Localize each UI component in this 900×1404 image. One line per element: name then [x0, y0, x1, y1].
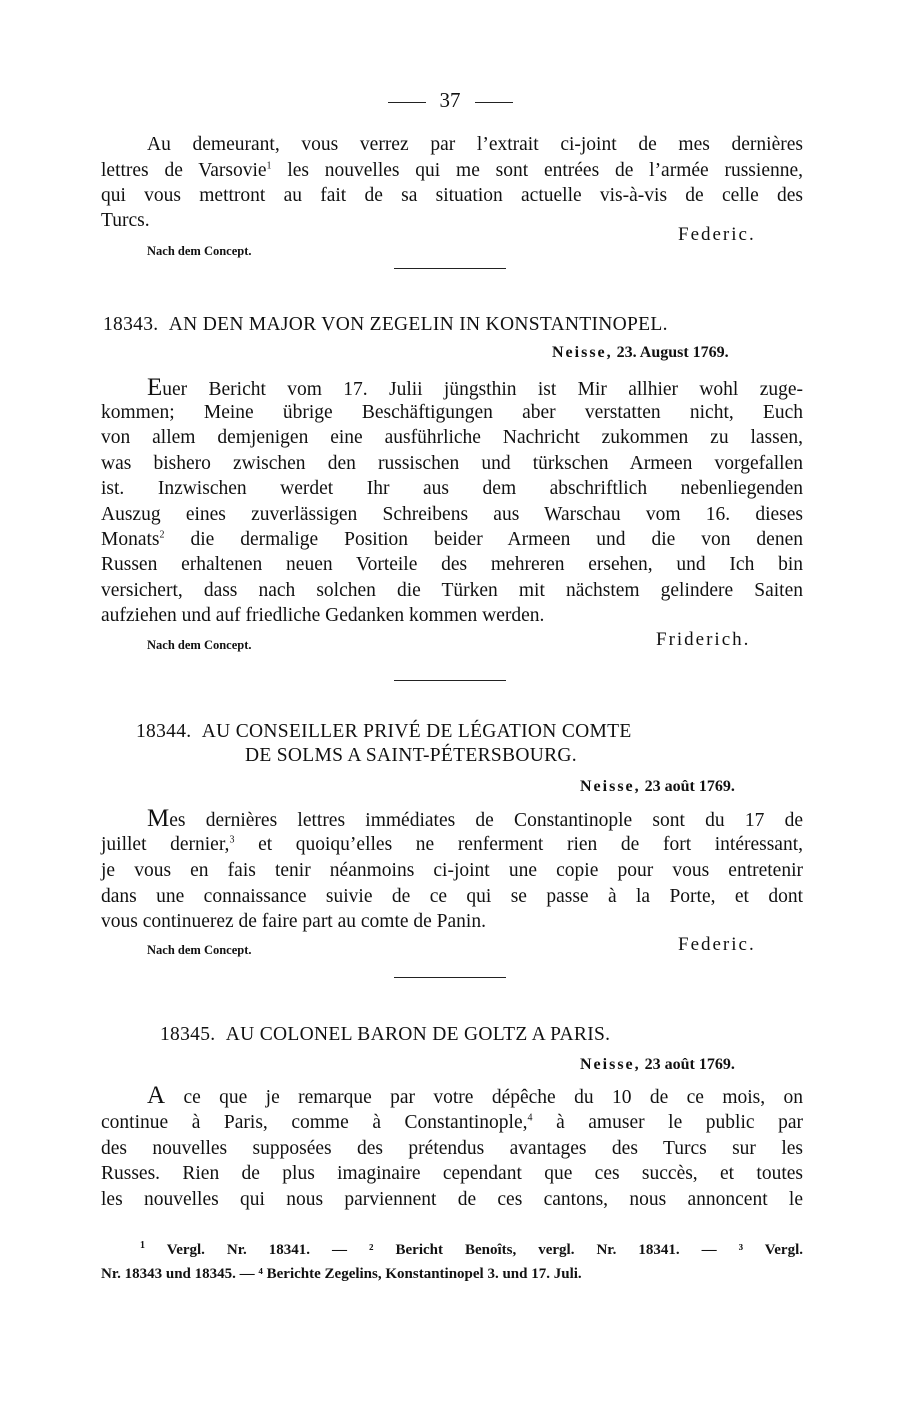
- text-span: à amuser le public par: [532, 1112, 803, 1133]
- text-span: die dermalige Position beider Armeen und die von denen: [164, 529, 803, 550]
- text-line: von allem demjenigen eine ausführliche Nachricht zukommen zu lassen,: [101, 427, 803, 448]
- text-line: je vous en fais tenir néanmoins ci-joint une copie pour vous entretenir: [101, 860, 803, 881]
- text-line: [101, 832, 803, 857]
- letter-number: 18344.: [136, 721, 192, 742]
- text-span: et quoiqu’elles ne renferment rien de fort intéressant,: [234, 834, 803, 855]
- date: 23 août 1769.: [644, 778, 735, 795]
- section-divider: [394, 680, 506, 681]
- signature: Federic.: [678, 934, 756, 955]
- divider: [475, 102, 513, 103]
- text-line: aufziehen und auf friedliche Gedanken kommen werden.: [101, 605, 545, 626]
- source-note: Nach dem Concept.: [147, 244, 252, 258]
- letter-recipient: AU COLONEL BARON DE GOLTZ A PARIS.: [225, 1024, 611, 1045]
- footnote-line: [140, 1239, 803, 1262]
- place: Neisse,: [552, 344, 613, 361]
- initial-letter: M: [147, 805, 170, 832]
- text-line: Au demeurant, vous verrez par l’extrait ci-joint de mes dernières: [147, 134, 803, 155]
- text-span: juillet dernier,: [101, 834, 230, 855]
- text-line: dans une connaissance suivie de ce qui se passe à la Porte, et dont: [101, 886, 803, 907]
- text-line: Russen erhaltenen neuen Vorteile des mehreren ersehen, und Ich bin: [101, 554, 803, 575]
- letter-heading-line2: DE SOLMS A SAINT-PÉTERSBOURG.: [245, 745, 577, 766]
- footnote-ref: 1: [140, 1240, 145, 1251]
- text-line: Russes. Rien de plus imaginaire cependant que ces succès, et toutes: [101, 1163, 803, 1184]
- letter-recipient: AU CONSEILLER PRIVÉ DE LÉGATION COMTE: [201, 721, 632, 742]
- text-line: ist. Inzwischen werdet Ihr aus dem abschriftlich nebenliegenden: [101, 478, 803, 499]
- text-line: [147, 1083, 803, 1110]
- text-line: was bishero zwischen den russischen und türkschen Armeen vorgefallen: [101, 453, 803, 474]
- text-line: [147, 375, 803, 402]
- text-span: Monats: [101, 529, 160, 550]
- letter-recipient: AN DEN MAJOR VON ZEGELIN IN KONSTANTINOPEL.: [168, 314, 668, 335]
- letter-heading: [160, 1024, 610, 1046]
- text-line: [147, 806, 803, 833]
- footnote-ref: 1: [266, 160, 272, 172]
- page-number: [0, 88, 900, 113]
- section-divider: [394, 977, 506, 978]
- source-note: Nach dem Concept.: [147, 638, 252, 652]
- page-number-text: 37: [439, 88, 461, 112]
- place: Neisse,: [580, 778, 641, 795]
- text-line: [101, 527, 803, 552]
- text-line: Turcs.: [101, 210, 150, 231]
- date: 23 août 1769.: [644, 1056, 735, 1073]
- text-line: des nouvelles supposées des prétendus avantages des Turcs sur les: [101, 1138, 803, 1159]
- text-span: uer Bericht vom 17. Julii jüngsthin ist Mir allhier wohl zuge-: [162, 379, 803, 400]
- footnote-ref: 4: [527, 1112, 533, 1124]
- initial-letter: E: [147, 374, 163, 401]
- text-line: kommen; Meine übrige Beschäftigungen aber verstatten nicht, Euch: [101, 402, 803, 423]
- text-line: versichert, dass nach solchen die Türken mit nächstem gelindere Saiten: [101, 580, 803, 601]
- text-line: qui vous mettront au fait de sa situation actuelle vis-à-vis de celle des: [101, 185, 803, 206]
- footnote-line: Nr. 18343 und 18345. — ⁴ Berichte Zegelins, Konstantinopel 3. und 17. Juli.: [101, 1266, 582, 1282]
- signature: Friderich.: [656, 629, 751, 650]
- date: 23. August 1769.: [616, 344, 729, 361]
- letter-heading: [136, 721, 632, 743]
- divider: [388, 102, 426, 103]
- text-line: [101, 1110, 803, 1135]
- footnote-ref: 2: [159, 529, 165, 541]
- text-line: [101, 158, 803, 183]
- text-span: les nouvelles qui me sont entrées de l’armée russienne,: [271, 160, 804, 181]
- text-line: Auszug eines zuverlässigen Schreibens aus Warschau vom 16. dieses: [101, 504, 803, 525]
- place-date: [580, 778, 735, 796]
- signature: Federic.: [678, 224, 756, 245]
- place: Neisse,: [580, 1056, 641, 1073]
- text-span: es dernières lettres immédiates de Constantinople sont du 17 de: [169, 810, 803, 831]
- footnote-ref: 3: [229, 834, 235, 846]
- letter-number: 18345.: [160, 1024, 216, 1045]
- text-span: continue à Paris, comme à Constantinople,: [101, 1112, 528, 1133]
- footnote-text: Vergl. Nr. 18341. — ² Bericht Benoîts, vergl. Nr. 18341. — ³ Vergl.: [166, 1242, 803, 1258]
- section-divider: [394, 268, 506, 269]
- text-span: ce que je remarque par votre dépêche du 10 de ce mois, on: [165, 1087, 803, 1108]
- source-note: Nach dem Concept.: [147, 943, 252, 957]
- place-date: [552, 344, 729, 362]
- text-line: les nouvelles qui nous parviennent de ces cantons, nous annoncent le: [101, 1189, 803, 1210]
- letter-number: 18343.: [103, 314, 159, 335]
- text-span: lettres de Varsovie: [101, 160, 267, 181]
- initial-letter: A: [147, 1082, 166, 1109]
- place-date: [580, 1056, 735, 1074]
- text-line: vous continuerez de faire part au comte de Panin.: [101, 911, 486, 932]
- letter-heading: [103, 314, 668, 336]
